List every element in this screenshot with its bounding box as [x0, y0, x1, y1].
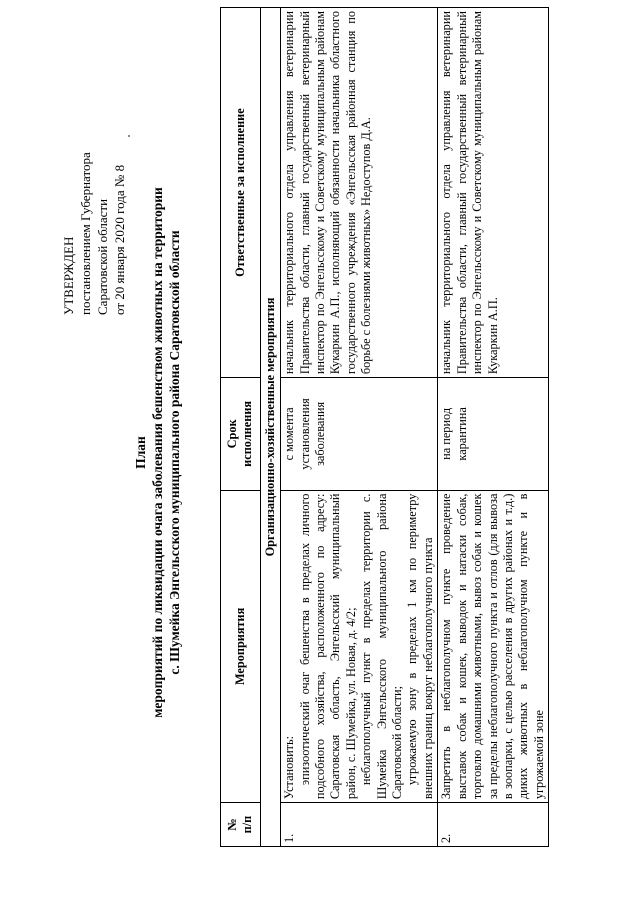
measures-table: [220, 7, 549, 847]
activity-paragraph: неблагополучный пункт в пределах территории с. Шумейка Энгельсского муниципального района Саратовской области;: [359, 493, 405, 800]
row-number: 2.: [438, 803, 549, 847]
table-row: [438, 8, 549, 847]
activity-paragraph: эпизоотический очаг бешенства в пределах личного подсобного хозяйства, расположенного по адресу: Саратовская область, Энгельсский муниципальный район, с. Шумейка, ул. Новая, д. 4/2;: [297, 493, 358, 800]
approval-line-region: Саратовской области: [95, 198, 110, 315]
scan-speck: [128, 135, 130, 137]
header-activity: Мероприятия: [221, 490, 261, 803]
plan-title: План: [133, 436, 148, 469]
row-responsible: начальник территориального отдела управления ветеринарии Правительства области, главный государственный ветеринарный инспектор по Энгельсскому и Советскому муниципальным районам Кукаркин А.П., исполняющий обязанности начальника областного государственного учреждения «Энгельсская районная станция по борьбе с болезнями животных» Недоступов Д.А.: [281, 8, 438, 378]
table-row: [281, 8, 438, 847]
header-responsible: Ответственные за исполнение: [221, 8, 261, 378]
row-responsible: начальник территориального отдела управления ветеринарии Правительства области, главный государственный ветеринарный инспектор по Энгельсскому и Советскому муниципальным районам Кукаркин А.П.: [438, 8, 549, 378]
section-row: [260, 8, 280, 847]
plan-heading: [132, 0, 183, 905]
approval-line-resolution: постановлением Губернатора: [78, 152, 93, 315]
row-term: на период карантина: [438, 378, 549, 490]
approval-line-date: от 20 января 2020 года № 8: [112, 164, 127, 315]
row-activity: [281, 490, 438, 803]
plan-subtitle-line-2: с. Шумейка Энгельсского муниципального района Саратовской области: [167, 230, 182, 675]
header-term: Срок исполнения: [221, 378, 261, 490]
approval-stamp: [60, 55, 128, 315]
approval-line-approved: УТВЕРЖДЕН: [61, 236, 76, 315]
row-activity: [438, 490, 549, 803]
row-term: с момента установления заболевания: [281, 378, 438, 490]
section-title: Организационно-хозяйственные мероприятия: [260, 8, 280, 847]
activity-paragraph: угрожаемую зону в пределах 1 км по периметру внешних границ вокруг неблагополучного пункта: [405, 493, 435, 800]
row-number: 1.: [281, 803, 438, 847]
plan-subtitle-line-1: мероприятий по ликвидации очага заболевания бешенством животных на территории: [150, 187, 165, 718]
activity-paragraph: Установить:: [282, 735, 297, 800]
header-number: № п/п: [221, 803, 261, 847]
activity-paragraph: Запретить в неблагополучном пункте проведение выставок собак и кошек, выводок и натаски собак, торговлю домашними животными, вывоз собак и кошек за пределы неблагополучного пункта и отлов (для вывоза в зоопарки, с целью расселения в других районах и т.д.) диких животных в неблагополучном пункте и в угрожаемой зоне: [439, 493, 546, 800]
table-header-row: [221, 8, 261, 847]
